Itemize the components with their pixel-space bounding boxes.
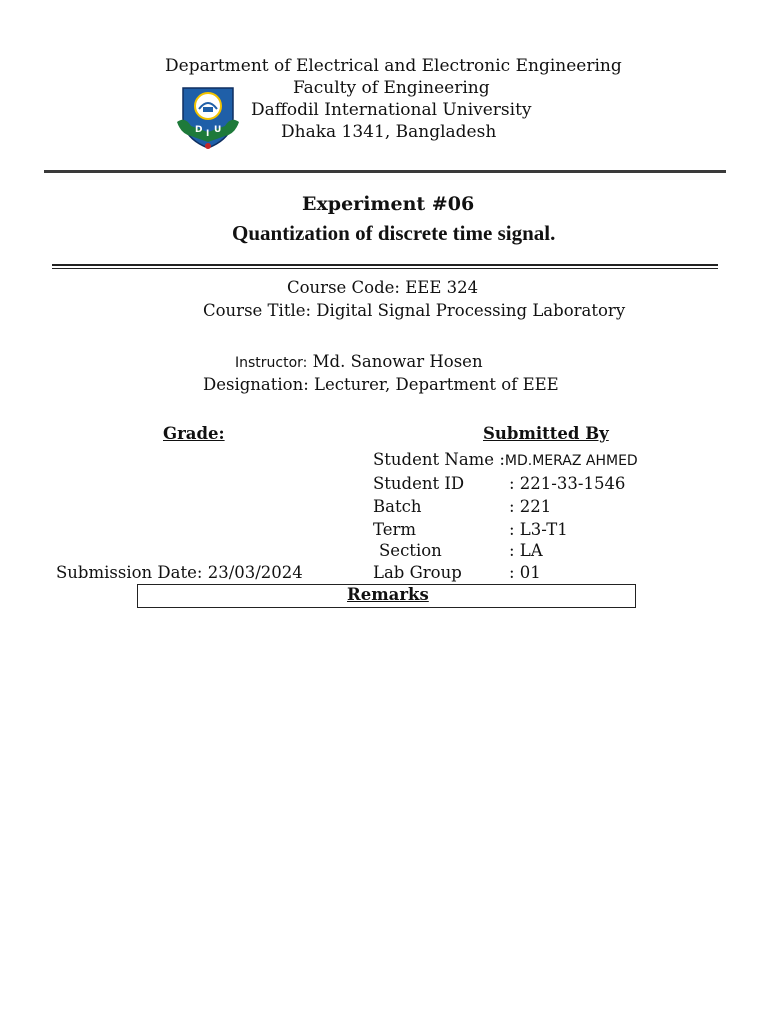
- term-label: Term: [373, 520, 417, 539]
- university-logo-icon: [175, 82, 241, 150]
- svg-text:D: D: [195, 125, 203, 135]
- instructor-line: [235, 352, 483, 371]
- svg-text:I: I: [206, 129, 210, 139]
- student-name-label: Student Name :: [373, 450, 505, 469]
- batch-label: Batch: [373, 497, 422, 516]
- student-id-label: Student ID: [373, 474, 465, 493]
- university-address: Dhaka 1341, Bangladesh: [281, 122, 497, 142]
- experiment-title: Quantization of discrete time signal.: [232, 221, 556, 245]
- course-code: Course Code: EEE 324: [287, 278, 479, 297]
- grade-label: Grade:: [163, 424, 225, 443]
- student-name-value: MD.MERAZ AHMED: [504, 453, 638, 469]
- section-label: Section: [379, 541, 442, 560]
- section-value: : LA: [509, 541, 543, 560]
- instructor-designation: Designation: Lecturer, Department of EEE: [203, 375, 559, 394]
- term-value: : L3-T1: [509, 520, 568, 539]
- course-title: Course Title: Digital Signal Processing Laboratory: [203, 301, 626, 320]
- instructor-label: Instructor:: [235, 355, 308, 371]
- submitted-by-label: Submitted By: [483, 424, 609, 443]
- title-divider-secondary: [52, 268, 718, 269]
- student-id-value: : 221-33-1546: [509, 474, 626, 493]
- submission-date: Submission Date: 23/03/2024: [56, 563, 303, 582]
- title-divider: [52, 264, 718, 266]
- department-name: Department of Electrical and Electronic Engineering: [165, 56, 622, 76]
- instructor-name: Md. Sanowar Hosen: [307, 352, 483, 371]
- svg-text:U: U: [214, 125, 222, 135]
- experiment-number: Experiment #06: [302, 193, 475, 215]
- student-name-row: [373, 450, 638, 469]
- university-name: Daffodil International University: [251, 100, 532, 120]
- header-divider: [44, 170, 726, 173]
- batch-value: : 221: [509, 497, 552, 516]
- faculty-name: Faculty of Engineering: [293, 78, 490, 98]
- lab-group-value: : 01: [509, 563, 541, 582]
- remarks-label: Remarks: [347, 585, 429, 604]
- lab-group-label: Lab Group: [373, 563, 462, 582]
